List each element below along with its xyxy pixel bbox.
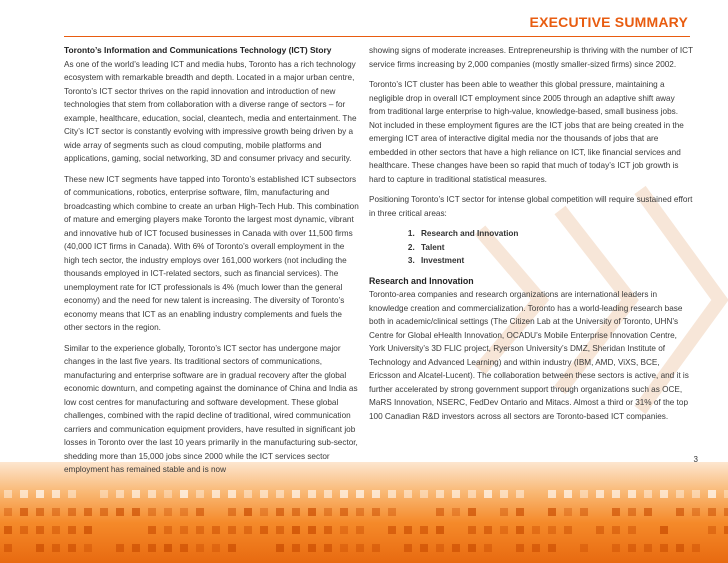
pixel-square [596,526,604,534]
pixel-square [36,526,44,534]
section-heading: Toronto’s Information and Communications Technology (ICT) Story [64,45,332,55]
pixel-square [484,526,492,534]
pixel-square [212,544,220,552]
pixel-square [276,544,284,552]
pixel-square [484,544,492,552]
pixel-square [292,508,300,516]
pixel-square [276,490,284,498]
pixel-square [500,526,508,534]
pixel-square [196,508,204,516]
pixel-square [404,526,412,534]
pixel-square [84,508,92,516]
pixel-square [628,526,636,534]
pixel-square [68,544,76,552]
pixel-square [132,508,140,516]
pixel-square [340,508,348,516]
pixel-square [244,508,252,516]
pixel-square [132,544,140,552]
pixel-square [548,508,556,516]
pixel-square [308,526,316,534]
pixel-square [116,490,124,498]
pixel-square [404,544,412,552]
pixel-square [228,490,236,498]
pixel-square [196,526,204,534]
pixel-square [52,490,60,498]
pixel-square [68,490,76,498]
pixel-square [132,490,140,498]
pixel-square [372,490,380,498]
pixel-square [516,544,524,552]
paragraph: Toronto’s ICT cluster has been able to weather this global pressure, maintaining a negligible drop in overall ICT employment since 2005 through an adaptive shift away from traditional large enterprise to high-value, knowledge-based, small business jobs. Not included in these employment figures are the ICT jobs that are being created in the emerging ICT area of interactive digital media nor the thousands of jobs that are embedded in other sectors that have a high reliance on ICT, like financial services and healthcare. These changes have been so rapid that much of today’s ICT job growth is hard to capture in traditional statistical measures. [369,80,684,184]
pixel-square [500,490,508,498]
pixel-square [532,526,540,534]
list-item: 2. Talent [417,241,693,255]
right-column [369,44,693,430]
pixel-square [708,508,716,516]
pixel-square [68,526,76,534]
pixel-square [580,490,588,498]
pixel-square [212,490,220,498]
pixel-square [484,490,492,498]
pixel-square [20,508,28,516]
pixel-square [404,490,412,498]
pixel-square [548,544,556,552]
critical-areas-list [369,227,693,268]
pixel-square [308,490,316,498]
paragraph: As one of the world’s leading ICT and media hubs, Toronto has a rich technology ecosystem with remarkable breadth and depth. Located in a major urban centre, Toronto’s ICT sector thrives on the rapid innovation and introduction of new technologies that stem from collaboration with a diverse range of sectors – for example, healthcare, education, social, cleantech, media and entertainment. The City’s ICT sector is constantly evolving with impressive growth being driven by a wide array of segments such as cloud computing, mobile platforms and applications, gaming, social networking, 3D and consumer privacy and security. [64,59,357,163]
pixel-square [452,544,460,552]
pixel-square [228,508,236,516]
pixel-square [180,544,188,552]
pixel-square [388,490,396,498]
pixel-square [100,490,108,498]
pixel-square [260,490,268,498]
pixel-square [420,544,428,552]
pixel-square [36,544,44,552]
pixel-square [580,544,588,552]
pixel-square [164,526,172,534]
pixel-square [324,544,332,552]
pixel-square [532,544,540,552]
pixel-square [52,526,60,534]
paragraph: Similar to the experience globally, Toronto’s ICT sector has undergone major changes in the last five years. Its traditional sectors of communications, manufacturing and enterprise software are in gradual recovery after the global economic downturn, and competing against the dominance of China and India as low cost centres for manufacturing and software development. These global challenges, combined with the rapid decline of traditional, wired communication carriers and communication equipment providers, have resulted in significant job losses in Toronto over the last 10 years primarily in the manufacturing sub-sector, shedding more than 15,000 jobs since 2000 while the ICT services sector employment has remained stable and is now [64,343,358,474]
pixel-square [452,508,460,516]
pixel-square [468,526,476,534]
pixel-square [580,508,588,516]
pixel-square [612,508,620,516]
paragraph: Toronto-area companies and research organizations are international leaders in knowledge creation and commercialization. Toronto has a world-leading research base both in academic/clinical settings (The Citizen Lab at the University of Toronto, UHN’s Centre for Global eHealth Innovation, OCADU’s Mobile Enterprise Innovation Centre, York University’s 3D FLIC project, Ryerson University’s DMZ, Sheridan Institute of Technology and Advanced Learning) and within industry (IBM, AMD, ViXS, BCE, Ericsson and Alcatel-Lucent). The collaboration between these sectors is active, and it is further accelerated by strong government support through organizations such as OCE, MaRS Innovation, NSERC, FedDev Ontario and Mitacs. Almost a third or 31% of the top 100 Canadian R&D investors across all sectors are Toronto-based ICT companies. [369,290,689,421]
pixel-square [516,508,524,516]
pixel-square [436,490,444,498]
pixel-square [20,490,28,498]
paragraph: Positioning Toronto’s ICT sector for intense global competition will require sustained effort in three critical areas: [369,195,693,218]
paragraph: showing signs of moderate increases. Entrepreneurship is thriving with the number of ICT service firms increasing by 2,000 companies (mostly smaller-sized firms) since 2002. [369,46,693,69]
pixel-square [180,526,188,534]
pixel-square [436,544,444,552]
pixel-square [84,526,92,534]
pixel-square [148,526,156,534]
pixel-square [324,526,332,534]
pixel-square [356,508,364,516]
pixel-square [436,526,444,534]
pixel-square [628,544,636,552]
paragraph: These new ICT segments have tapped into Toronto’s established ICT subsectors of communications, robotics, enterprise software, film, manufacturing and broadcasting which combine to create an urban High-Tech Hub. This combination of mature and emerging players make Toronto the largest most dynamic, vibrant and innovative hub of ICT focused businesses in Canada with over 11,500 firms (40,000 ICT firms in Canada). With 6% of Toronto’s overall employment in the high tech sector, the industry employs over 161,000 workers (not including the thousands employed in ICT-related sectors, such as financial services). The unemployment rate for ICT professionals is 4% (much lower than the general economy) and the need for new talent is increasing. The diversity of Toronto’s economy means that ICT as an enabling industry complements and fuels the other sectors in the region. [64,174,359,332]
pixel-square [148,490,156,498]
pixel-square [372,544,380,552]
pixel-square [612,526,620,534]
pixel-square [676,490,684,498]
pixel-square [724,490,728,498]
pixel-square [708,526,716,534]
pixel-square [724,526,728,534]
pixel-square [340,526,348,534]
pixel-square [420,490,428,498]
pixel-square [612,490,620,498]
pixel-square [4,544,12,552]
pixel-square [260,526,268,534]
pixel-square [660,490,668,498]
pixel-square [148,544,156,552]
pixel-square [468,490,476,498]
pixel-square [84,544,92,552]
pixel-square [20,526,28,534]
page-number: 3 [693,455,698,464]
pixel-square [388,508,396,516]
pixel-square [356,526,364,534]
sub-heading: Research and Innovation [369,275,474,286]
pixel-square [612,544,620,552]
pixel-square [420,526,428,534]
pixel-square [292,544,300,552]
pixel-square [148,508,156,516]
pixel-square [356,544,364,552]
pixel-square [100,508,108,516]
pixel-square [292,490,300,498]
pixel-square [692,508,700,516]
pixel-square [196,490,204,498]
pixel-square [564,526,572,534]
pixel-square [644,490,652,498]
list-item: 3. Investment [417,254,693,268]
pixel-square [468,508,476,516]
pixel-square [196,544,204,552]
pixel-square [500,508,508,516]
pixel-square [452,490,460,498]
pixel-square [164,508,172,516]
pixel-square [340,490,348,498]
pixel-square [244,490,252,498]
pixel-square [244,526,252,534]
pixel-square [68,508,76,516]
pixel-square [548,490,556,498]
list-item: 1. Research and Innovation [417,227,693,241]
pixel-square [660,544,668,552]
pixel-square [564,490,572,498]
pixel-square [436,508,444,516]
pixel-square [276,508,284,516]
pixel-square [644,508,652,516]
pixel-square [292,526,300,534]
pixel-square [676,544,684,552]
pixel-square [52,508,60,516]
pixel-square [388,526,396,534]
pixel-square [260,508,268,516]
pixel-square [228,544,236,552]
pixel-square [660,526,668,534]
pixel-square [308,508,316,516]
pixel-square [644,544,652,552]
pixel-square [340,544,348,552]
pixel-square [308,544,316,552]
pixel-square [180,508,188,516]
pixel-square [164,544,172,552]
title-rule [64,36,690,37]
pixel-square [36,490,44,498]
pixel-square [356,490,364,498]
page-title: EXECUTIVE SUMMARY [529,14,688,30]
pixel-square [180,490,188,498]
pixel-square [212,526,220,534]
pixel-square [324,490,332,498]
pixel-square [164,490,172,498]
left-column [64,44,360,484]
pixel-square [724,508,728,516]
pixel-square [692,490,700,498]
pixel-square [548,526,556,534]
pixel-square [4,490,12,498]
pixel-square [564,508,572,516]
pixel-square [4,508,12,516]
pixel-square [36,508,44,516]
pixel-square [596,490,604,498]
pixel-square [372,508,380,516]
pixel-square [516,526,524,534]
pixel-square [4,526,12,534]
pixel-square [692,544,700,552]
pixel-square [324,508,332,516]
pixel-square [276,526,284,534]
pixel-square [708,490,716,498]
pixel-square [628,508,636,516]
pixel-square [52,544,60,552]
pixel-square [468,544,476,552]
pixel-square [676,508,684,516]
pixel-square [116,544,124,552]
pixel-square [116,508,124,516]
pixel-square [516,490,524,498]
pixel-square [228,526,236,534]
pixel-square [628,490,636,498]
